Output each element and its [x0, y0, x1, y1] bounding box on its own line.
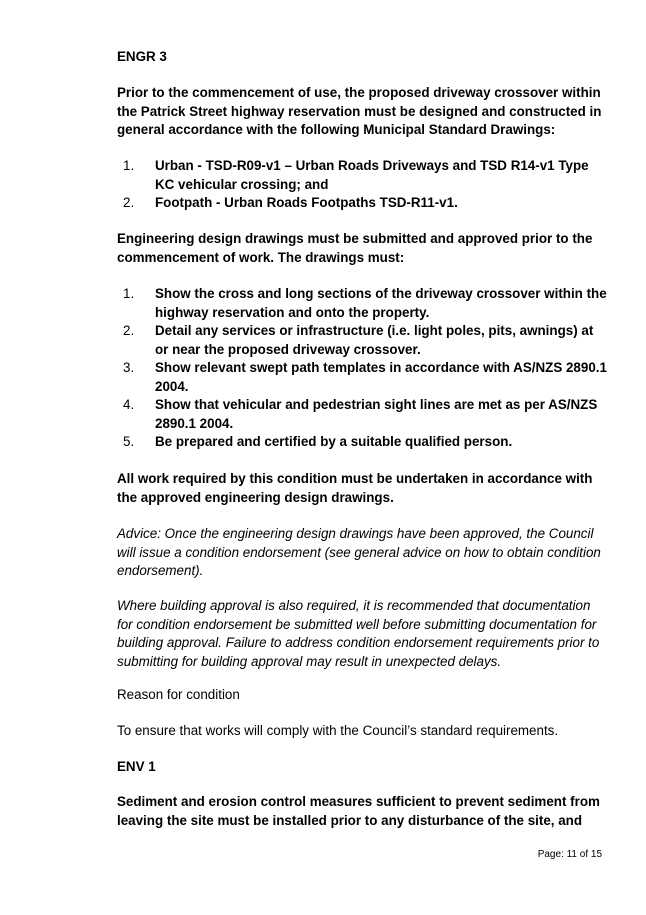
drawing-requirements-list	[117, 285, 607, 452]
list-item-text: Show that vehicular and pedestrian sight lines are met as per AS/NZS 2890.1 2004.	[155, 397, 598, 431]
engr3-intro: Prior to the commencement of use, the proposed driveway crossover within the Patrick Street highway reservation must be designed and constructed in general accordance with the following Municipal Standard Drawings:	[117, 85, 602, 137]
reason-text: To ensure that works will comply with the Council’s standard requirements.	[117, 723, 559, 738]
list-item	[117, 359, 607, 396]
list-item-text: Footpath - Urban Roads Footpaths TSD-R11-v1.	[155, 195, 458, 210]
list-number: 4.	[123, 397, 135, 412]
list-item-text: Urban - TSD-R09-v1 – Urban Roads Driveways and TSD R14-v1 Type KC vehicular crossing; and	[155, 158, 589, 192]
list-item-text: Show relevant swept path templates in accordance with AS/NZS 2890.1 2004.	[155, 360, 607, 394]
list-item	[117, 194, 607, 213]
page-number: Page: 11 of 15	[537, 849, 602, 860]
reason-label: Reason for condition	[117, 687, 240, 702]
list-number: 5.	[123, 434, 135, 449]
engr3-closing: All work required by this condition must be undertaken in accordance with the approved engineering design drawings.	[117, 471, 593, 505]
list-item	[117, 433, 607, 452]
drawings-intro: Engineering design drawings must be submitted and approved prior to the commencement of work. The drawings must:	[117, 231, 593, 265]
list-number: 2.	[123, 323, 135, 338]
env1-intro: Sediment and erosion control measures sufficient to prevent sediment from leaving the site must be installed prior to any disturbance of the site, and	[117, 794, 600, 828]
list-item-text: Be prepared and certified by a suitable qualified person.	[155, 434, 513, 449]
engr3-heading: ENGR 3	[117, 49, 167, 64]
standard-drawings-list	[117, 157, 607, 213]
list-item	[117, 285, 607, 322]
list-number: 2.	[123, 195, 135, 210]
list-number: 3.	[123, 360, 135, 375]
advice-paragraph: Advice: Once the engineering design drawings have been approved, the Council will issue a condition endorsement (see general advice on how to obtain condition endorsement).	[117, 526, 601, 578]
list-item	[117, 157, 607, 194]
list-item-text: Show the cross and long sections of the driveway crossover within the highway reservation and onto the property.	[155, 286, 607, 320]
list-item	[117, 396, 607, 433]
env1-heading: ENV 1	[117, 759, 156, 774]
list-number: 1.	[123, 286, 135, 301]
list-item	[117, 322, 607, 359]
list-number: 1.	[123, 158, 135, 173]
building-approval-note: Where building approval is also required, it is recommended that documentation for condition endorsement be submitted well before submitting documentation for building approval. Failure to address condition endorsement requirements prior to submitting for building approval may result in unexpected delays.	[117, 598, 600, 669]
list-item-text: Detail any services or infrastructure (i.e. light poles, pits, awnings) at or near the proposed driveway crossover.	[155, 323, 594, 357]
